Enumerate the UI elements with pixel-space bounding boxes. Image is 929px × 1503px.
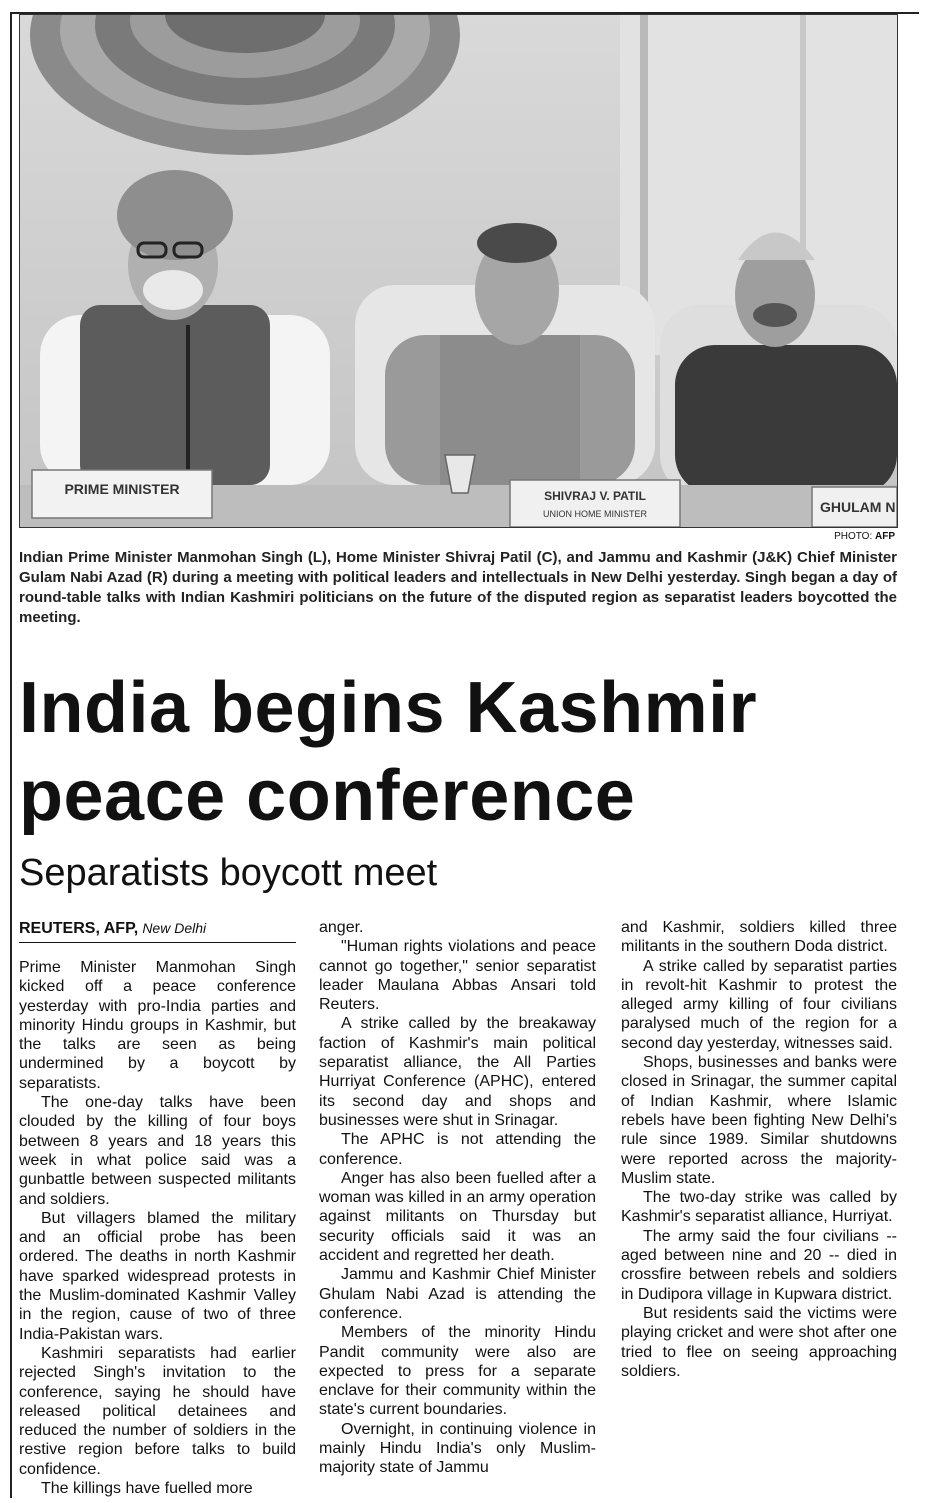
paragraph: Overnight, in continuing violence in mainly Hindu India's only Muslim-majority state of Jammu [319, 1420, 596, 1477]
headline [19, 664, 899, 840]
paragraph: The army said the four civilians -- aged between nine and 20 -- died in crossfire between rebels and soldiers in Dudipora village in Kupwara district. [621, 1227, 897, 1303]
headline-line-2: peace conference [19, 756, 636, 836]
paragraph: Members of the minority Hindu Pandit community were also are expected to press for a separate enclave for their community within the state's current boundaries. [319, 1324, 596, 1419]
nameplate-center-title: UNION HOME MINISTER [542, 509, 647, 519]
nameplate-prime-minister: PRIME MINISTER [64, 481, 180, 497]
byline [19, 920, 296, 943]
paragraph: Shops, businesses and banks were closed in Srinagar, the summer capital of Indian Kashmir, where Islamic rebels have been fighting New Delhi's rule since 1989. Similar shutdowns were reported across the majority-Muslim state. [621, 1054, 897, 1187]
nameplate-right: GHULAM N [820, 499, 896, 515]
byline-agency: REUTERS, AFP, [19, 920, 139, 937]
paragraph: The two-day strike was called by Kashmir's separatist alliance, Hurriyat. [621, 1189, 897, 1226]
paragraph: A strike called by the breakaway faction of Kashmir's main political separatist alliance, the All Parties Hurriyat Conference (APHC), entered its second day and shops and businesses were shut in Srinagar. [319, 1015, 596, 1129]
paragraph: The one-day talks have been clouded by the killing of four boys between 8 years and 18 years this week in what police said was a gunbattle between suspected militants and soldiers. [19, 1094, 296, 1208]
photo-credit [700, 531, 895, 542]
paragraph: "Human rights violations and peace cannot go together," senior separatist leader Maulana Abbas Ansari told Reuters. [319, 938, 596, 1014]
article-column-1 [19, 958, 296, 1498]
paragraph: The APHC is not attending the conference. [319, 1131, 596, 1168]
paragraph-continued: and Kashmir, soldiers killed three militants in the southern Doda district. [621, 919, 897, 956]
headline-line-1: India begins Kashmir [19, 668, 758, 748]
article-column-3 [621, 918, 897, 1381]
paragraph: A strike called by separatist parties in revolt-hit Kashmir to protest the alleged army killing of four civilians paralysed much of the region for a second day yesterday, witnesses said. [621, 957, 897, 1052]
paragraph: But villagers blamed the military and an official probe has been ordered. The deaths in north Kashmir have sparked widespread protests in the Muslim-dominated Kashmir Valley in the region, cause of two of three India-Pakistan wars. [19, 1209, 296, 1343]
photo-credit-agency: AFP [875, 531, 895, 542]
paragraph: Anger has also been fuelled after a woman was killed in an army operation against militants on Thursday but security officials said it was an accident and regretted her death. [319, 1169, 596, 1265]
paragraph-continued: anger. [319, 919, 364, 936]
byline-place: New Delhi [142, 920, 207, 936]
article-column-2 [319, 918, 596, 1478]
photo-credit-prefix: PHOTO: [834, 531, 873, 542]
photo-caption: Indian Prime Minister Manmohan Singh (L), Home Minister Shivraj Patil (C), and Jammu and Kashmir (J&K) Chief Minister Gulam Nabi Azad (R) during a meeting with political leaders and intellectuals in New Delhi yesterday. Singh began a day of round-table talks with Indian Kashmiri politicians on the future of the disputed region as separatist leaders boycotted the meeting. [19, 549, 897, 626]
news-photo [19, 14, 898, 528]
paragraph: Jammu and Kashmir Chief Minister Ghulam Nabi Azad is attending the conference. [319, 1266, 596, 1322]
paragraph: Kashmiri separatists had earlier rejected Singh's invitation to the conference, saying he should have released political detainees and reduced the number of soldiers in the restive region before talks to build confidence. [19, 1344, 296, 1478]
paragraph: The killings have fuelled more [41, 1480, 253, 1498]
subheadline: Separatists boycott meet [19, 852, 438, 894]
paragraph: But residents said the victims were playing cricket and were shot after one tried to flee on seeing approaching soldiers. [621, 1304, 897, 1380]
paragraph: Prime Minister Manmohan Singh kicked off a peace conference yesterday with pro-India parties and minority Hindu groups in Kashmir, but the talks are seen as being undermined by a boycott by separatists. [19, 959, 296, 1092]
nameplate-center-name: SHIVRAJ V. PATIL [544, 489, 646, 503]
photo-illustration [20, 15, 897, 527]
